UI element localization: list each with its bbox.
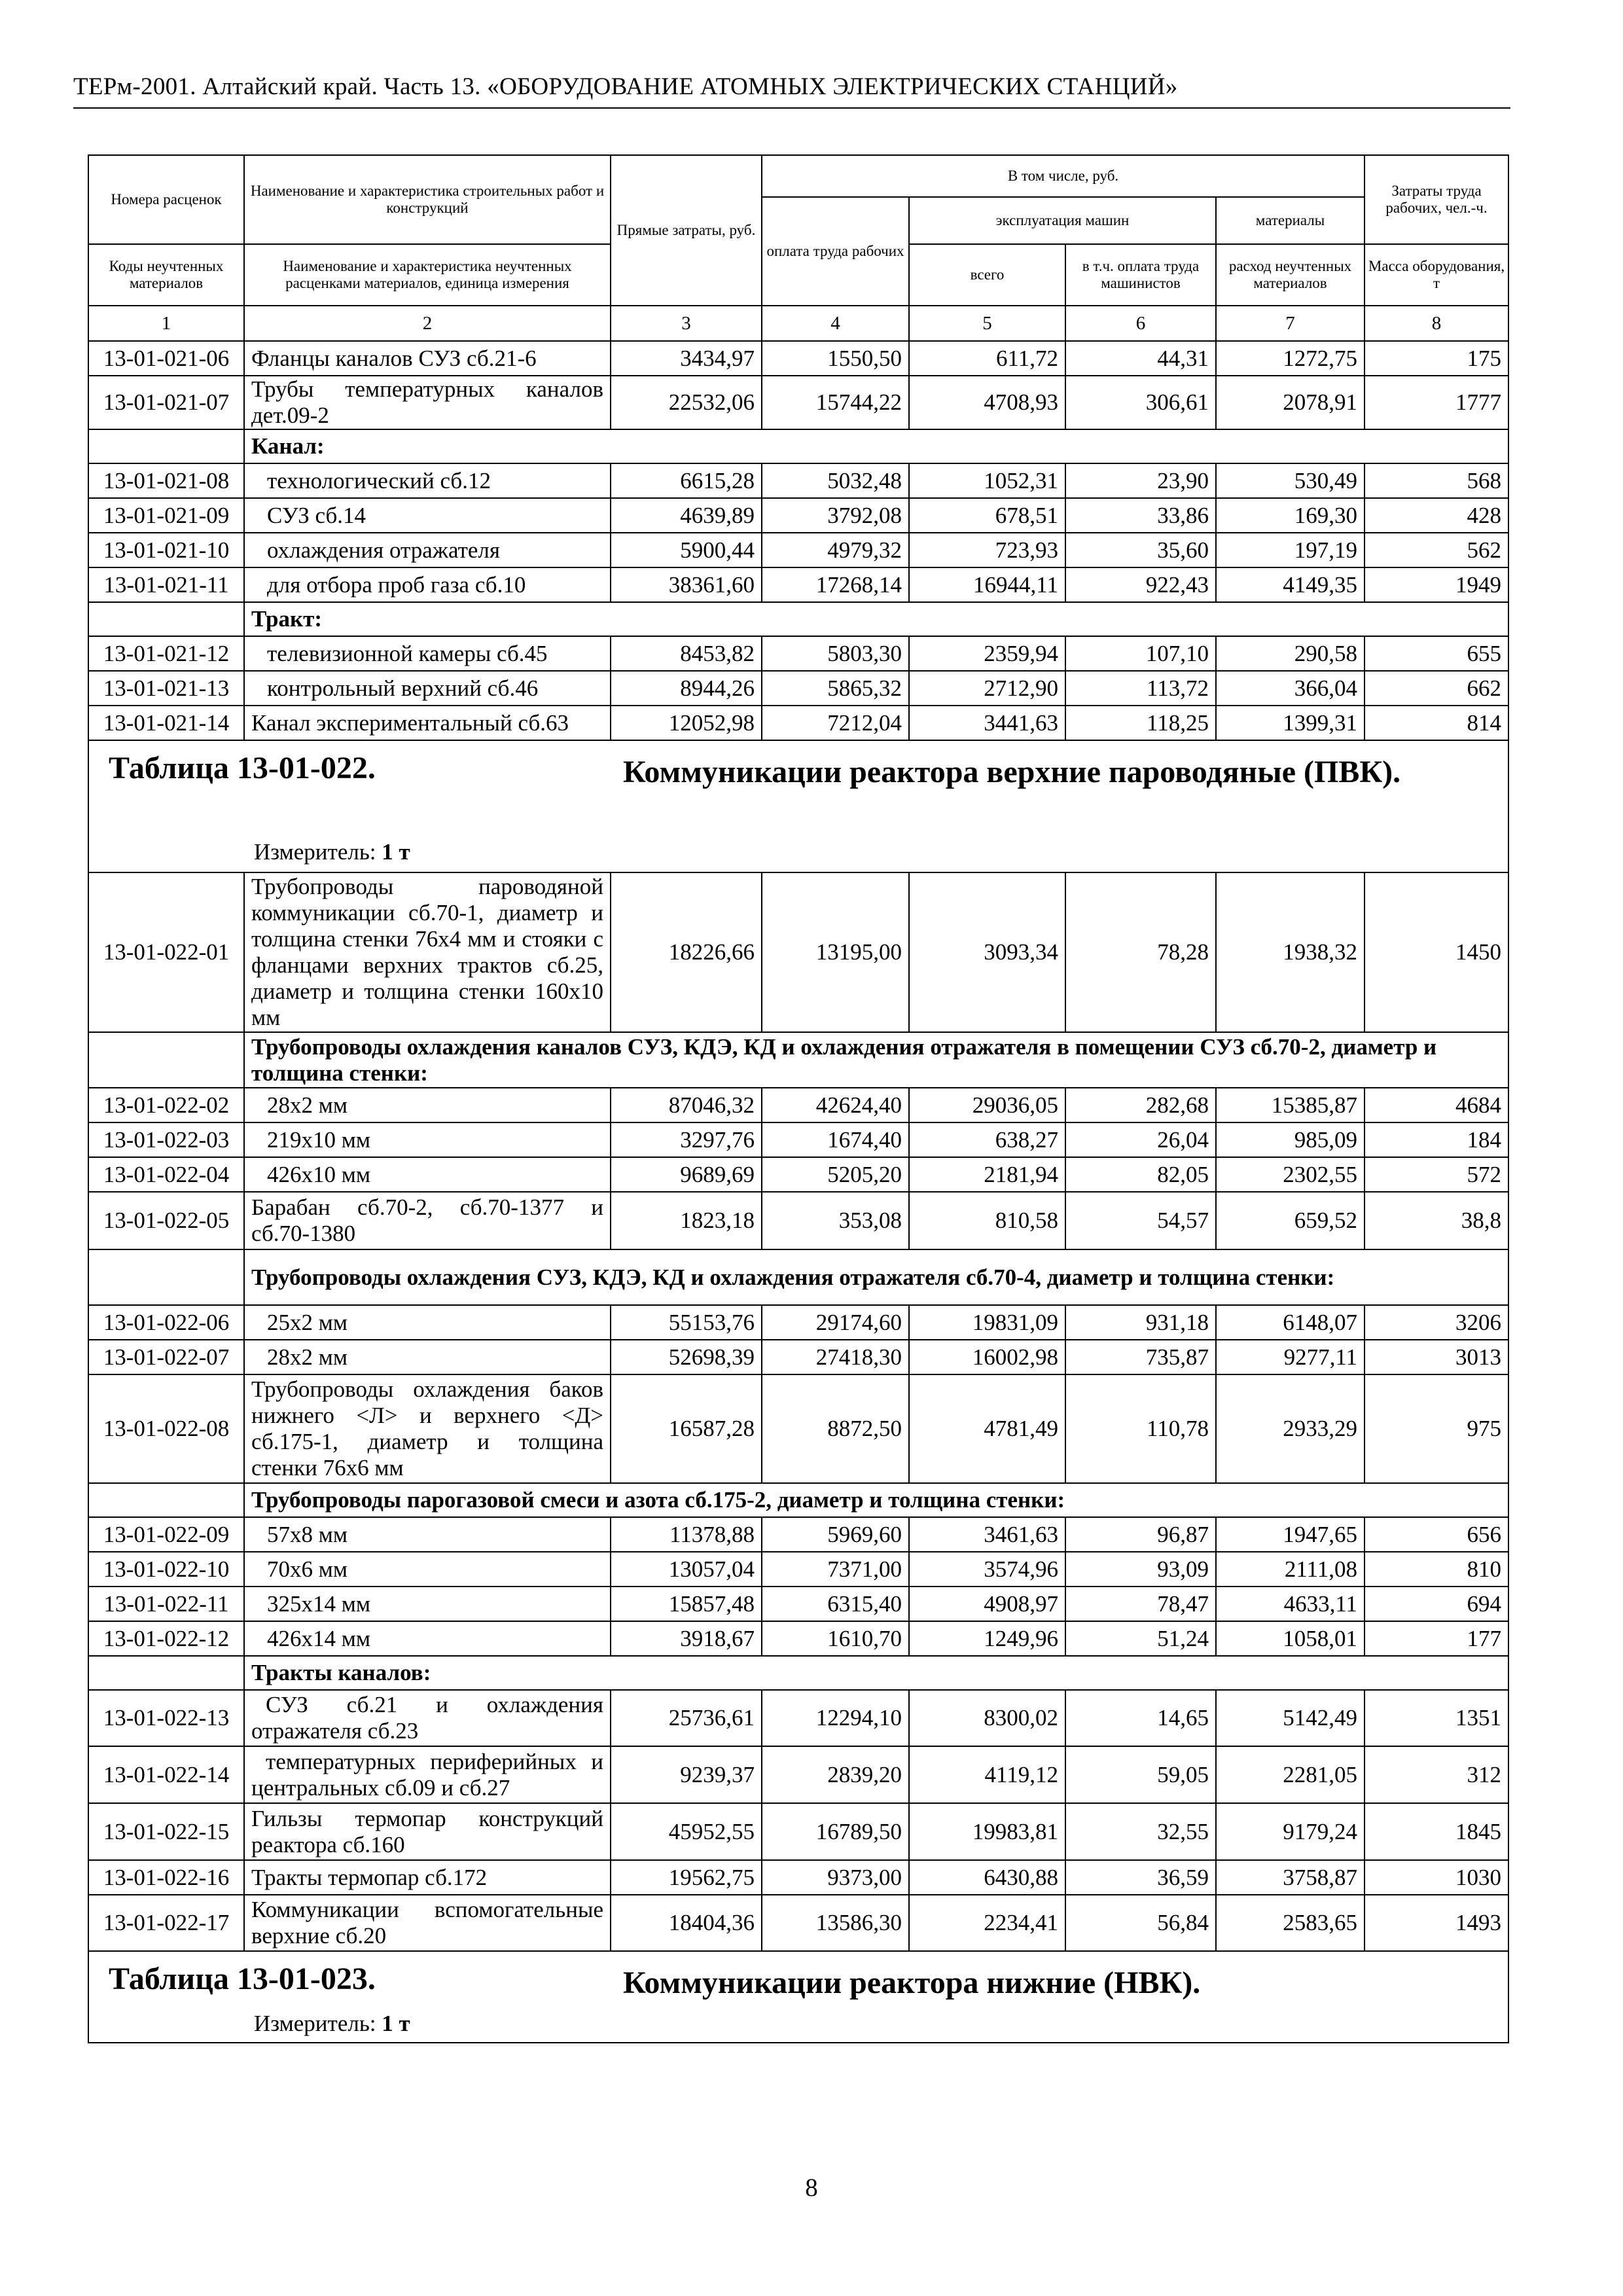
- work-name: СУЗ сб.14: [244, 498, 611, 533]
- machinist-pay: 282,68: [1065, 1088, 1216, 1122]
- materials: 3758,87: [1216, 1860, 1364, 1895]
- table-row: [88, 671, 1508, 706]
- labor-hours: 810: [1364, 1552, 1508, 1587]
- direct-costs: 25736,61: [611, 1690, 762, 1746]
- direct-costs: 52698,39: [611, 1340, 762, 1374]
- direct-costs: 8944,26: [611, 671, 762, 706]
- materials: 1272,75: [1216, 341, 1364, 376]
- machinist-pay: 922,43: [1065, 567, 1216, 602]
- machinist-pay: 735,87: [1065, 1340, 1216, 1374]
- machinist-pay: 96,87: [1065, 1517, 1216, 1552]
- unit-label: Измеритель:: [254, 839, 376, 865]
- labor-pay: 1610,70: [762, 1621, 909, 1656]
- work-name: Коммуникации вспомогательные верхние сб.20: [244, 1895, 611, 1951]
- machines-total: 638,27: [909, 1122, 1065, 1157]
- machines-total: 611,72: [909, 341, 1065, 376]
- work-name: 25х2 мм: [244, 1305, 611, 1340]
- labor-hours: 1493: [1364, 1895, 1508, 1951]
- rate-code: 13-01-022-16: [88, 1860, 244, 1895]
- work-name: 28х2 мм: [244, 1088, 611, 1122]
- machines-total: 8300,02: [909, 1690, 1065, 1746]
- machines-total: 6430,88: [909, 1860, 1065, 1895]
- rate-code: 13-01-022-12: [88, 1621, 244, 1656]
- labor-hours: 662: [1364, 671, 1508, 706]
- work-name: 219х10 мм: [244, 1122, 611, 1157]
- work-name: Трубы температурных каналов дет.09-2: [244, 376, 611, 429]
- work-name: 426х14 мм: [244, 1621, 611, 1656]
- labor-pay: 5032,48: [762, 463, 909, 498]
- materials: 290,58: [1216, 636, 1364, 671]
- labor-hours: 1777: [1364, 376, 1508, 429]
- table-row: [88, 1803, 1508, 1860]
- col-machines: эксплуатация машин: [909, 197, 1216, 244]
- table-row: [88, 567, 1508, 602]
- labor-pay: 5803,30: [762, 636, 909, 671]
- table-title-cell: [88, 740, 1508, 872]
- labor-pay: 27418,30: [762, 1340, 909, 1374]
- materials: 2583,65: [1216, 1895, 1364, 1951]
- table-row: [88, 1895, 1508, 1951]
- rate-code: 13-01-021-14: [88, 706, 244, 740]
- rate-code: 13-01-022-01: [88, 872, 244, 1032]
- empty-cell: [88, 1483, 244, 1517]
- rate-code: 13-01-022-10: [88, 1552, 244, 1587]
- col-code-top: Номера расценок: [88, 155, 244, 244]
- labor-hours: 1030: [1364, 1860, 1508, 1895]
- page-number: 8: [805, 2174, 818, 2202]
- labor-hours: 428: [1364, 498, 1508, 533]
- unit-of-measure: [254, 839, 410, 865]
- work-name: Тракты термопар сб.172: [244, 1860, 611, 1895]
- labor-pay: 15744,22: [762, 376, 909, 429]
- table-row: [88, 1340, 1508, 1374]
- labor-hours: 1351: [1364, 1690, 1508, 1746]
- table-row: [88, 706, 1508, 740]
- rate-code: 13-01-022-02: [88, 1088, 244, 1122]
- labor-hours: 175: [1364, 341, 1508, 376]
- machines-total: 2234,41: [909, 1895, 1065, 1951]
- work-name: Канал экспериментальный сб.63: [244, 706, 611, 740]
- labor-pay: 42624,40: [762, 1088, 909, 1122]
- machines-total: 29036,05: [909, 1088, 1065, 1122]
- group-row: [88, 1483, 1508, 1517]
- group-row: [88, 602, 1508, 636]
- machinist-pay: 26,04: [1065, 1122, 1216, 1157]
- rate-code: 13-01-021-10: [88, 533, 244, 567]
- direct-costs: 11378,88: [611, 1517, 762, 1552]
- labor-hours: 656: [1364, 1517, 1508, 1552]
- labor-pay: 29174,60: [762, 1305, 909, 1340]
- labor-pay: 2839,20: [762, 1746, 909, 1803]
- labor-hours: 3206: [1364, 1305, 1508, 1340]
- group-heading: Канал:: [244, 429, 1508, 463]
- machinist-pay: 23,90: [1065, 463, 1216, 498]
- labor-pay: 13195,00: [762, 872, 909, 1032]
- machines-total: 2359,94: [909, 636, 1065, 671]
- table-row: [88, 1860, 1508, 1895]
- labor-pay: 13586,30: [762, 1895, 909, 1951]
- machines-total: 4119,12: [909, 1746, 1065, 1803]
- col-materials-unaccounted: расход неучтенных материалов: [1216, 244, 1364, 306]
- table-row: [88, 1122, 1508, 1157]
- unit-label: Измеритель:: [254, 2011, 376, 2036]
- labor-hours: 568: [1364, 463, 1508, 498]
- direct-costs: 13057,04: [611, 1552, 762, 1587]
- labor-pay: 3792,08: [762, 498, 909, 533]
- rate-code: 13-01-021-12: [88, 636, 244, 671]
- rate-code: 13-01-021-11: [88, 567, 244, 602]
- materials: 2302,55: [1216, 1157, 1364, 1192]
- work-name: 70х6 мм: [244, 1552, 611, 1587]
- labor-hours: 1845: [1364, 1803, 1508, 1860]
- table-title-row: [88, 740, 1508, 872]
- rate-code: 13-01-021-07: [88, 376, 244, 429]
- machinist-pay: 32,55: [1065, 1803, 1216, 1860]
- table-name: Коммуникации реактора нижние (НВК).: [623, 1965, 1201, 2000]
- labor-hours: 177: [1364, 1621, 1508, 1656]
- table-number: Таблица 13-01-023.: [109, 1962, 376, 1996]
- table-row: [88, 1552, 1508, 1587]
- machinist-pay: 54,57: [1065, 1192, 1216, 1249]
- labor-pay: 6315,40: [762, 1587, 909, 1621]
- work-name: Фланцы каналов СУЗ сб.21-6: [244, 341, 611, 376]
- table-row: [88, 341, 1508, 376]
- machines-total: 3441,63: [909, 706, 1065, 740]
- table-row: [88, 1374, 1508, 1483]
- labor-hours: 312: [1364, 1746, 1508, 1803]
- machines-total: 678,51: [909, 498, 1065, 533]
- machines-total: 2181,94: [909, 1157, 1065, 1192]
- col-direct-costs: Прямые затраты, руб.: [611, 155, 762, 306]
- work-name: температурных периферийных и центральных сб.09 и сб.27: [244, 1746, 611, 1803]
- col-number: 6: [1065, 306, 1216, 341]
- col-labor-pay: оплата труда рабочих: [762, 197, 909, 306]
- machinist-pay: 110,78: [1065, 1374, 1216, 1483]
- materials: 1947,65: [1216, 1517, 1364, 1552]
- col-including: В том числе, руб.: [762, 155, 1364, 197]
- direct-costs: 9239,37: [611, 1746, 762, 1803]
- materials: 985,09: [1216, 1122, 1364, 1157]
- machinist-pay: 306,61: [1065, 376, 1216, 429]
- machinist-pay: 82,05: [1065, 1157, 1216, 1192]
- table-row: [88, 1088, 1508, 1122]
- machines-total: 2712,90: [909, 671, 1065, 706]
- direct-costs: 45952,55: [611, 1803, 762, 1860]
- rate-code: 13-01-022-07: [88, 1340, 244, 1374]
- machinist-pay: 931,18: [1065, 1305, 1216, 1340]
- empty-cell: [88, 1032, 244, 1088]
- materials: 9277,11: [1216, 1340, 1364, 1374]
- materials: 2933,29: [1216, 1374, 1364, 1483]
- machines-total: 4708,93: [909, 376, 1065, 429]
- group-heading: Тракт:: [244, 602, 1508, 636]
- unit-value: 1 т: [382, 839, 410, 865]
- col-number: 2: [244, 306, 611, 341]
- machines-total: 723,93: [909, 533, 1065, 567]
- labor-hours: 655: [1364, 636, 1508, 671]
- direct-costs: 15857,48: [611, 1587, 762, 1621]
- col-materials: материалы: [1216, 197, 1364, 244]
- rate-code: 13-01-022-06: [88, 1305, 244, 1340]
- labor-pay: 5865,32: [762, 671, 909, 706]
- machinist-pay: 78,47: [1065, 1587, 1216, 1621]
- machines-total: 16944,11: [909, 567, 1065, 602]
- rate-code: 13-01-022-09: [88, 1517, 244, 1552]
- col-number: 4: [762, 306, 909, 341]
- rate-code: 13-01-022-03: [88, 1122, 244, 1157]
- empty-cell: [88, 1249, 244, 1305]
- table-row: [88, 376, 1508, 429]
- rate-code: 13-01-022-17: [88, 1895, 244, 1951]
- machines-total: 19831,09: [909, 1305, 1065, 1340]
- work-name: 325х14 мм: [244, 1587, 611, 1621]
- table-name: Коммуникации реактора верхние пароводяные (ПВК).: [623, 755, 1401, 789]
- labor-pay: 9373,00: [762, 1860, 909, 1895]
- col-equipment-mass: Масса оборудования, т: [1364, 244, 1508, 306]
- materials: 366,04: [1216, 671, 1364, 706]
- table-row: [88, 463, 1508, 498]
- col-number: 5: [909, 306, 1065, 341]
- unit-of-measure: [254, 2011, 410, 2037]
- machines-total: 3574,96: [909, 1552, 1065, 1587]
- direct-costs: 18404,36: [611, 1895, 762, 1951]
- direct-costs: 18226,66: [611, 872, 762, 1032]
- direct-costs: 9689,69: [611, 1157, 762, 1192]
- machines-total: 1249,96: [909, 1621, 1065, 1656]
- labor-hours: 572: [1364, 1157, 1508, 1192]
- machinist-pay: 35,60: [1065, 533, 1216, 567]
- materials: 2078,91: [1216, 376, 1364, 429]
- direct-costs: 87046,32: [611, 1088, 762, 1122]
- empty-cell: [88, 602, 244, 636]
- direct-costs: 3434,97: [611, 341, 762, 376]
- group-heading: Трубопроводы охлаждения каналов СУЗ, КДЭ, КД и охлаждения отражателя в помещении СУЗ сб.70-2, диаметр и толщина стенки:: [244, 1032, 1508, 1088]
- labor-pay: 16789,50: [762, 1803, 909, 1860]
- machines-total: 810,58: [909, 1192, 1065, 1249]
- direct-costs: 16587,28: [611, 1374, 762, 1483]
- labor-hours: 975: [1364, 1374, 1508, 1483]
- rate-code: 13-01-022-15: [88, 1803, 244, 1860]
- machinist-pay: 56,84: [1065, 1895, 1216, 1951]
- col-machinist-pay: в т.ч. оплата труда машинистов: [1065, 244, 1216, 306]
- machinist-pay: 107,10: [1065, 636, 1216, 671]
- direct-costs: 22532,06: [611, 376, 762, 429]
- machines-total: 16002,98: [909, 1340, 1065, 1374]
- group-row: [88, 429, 1508, 463]
- direct-costs: 1823,18: [611, 1192, 762, 1249]
- machinist-pay: 118,25: [1065, 706, 1216, 740]
- group-heading: Трубопроводы парогазовой смеси и азота сб.175-2, диаметр и толщина стенки:: [244, 1483, 1508, 1517]
- machines-total: 4908,97: [909, 1587, 1065, 1621]
- labor-pay: 8872,50: [762, 1374, 909, 1483]
- labor-pay: 12294,10: [762, 1690, 909, 1746]
- direct-costs: 12052,98: [611, 706, 762, 740]
- col-name-top: Наименование и характеристика строительных работ и конструкций: [244, 155, 611, 244]
- labor-hours: 814: [1364, 706, 1508, 740]
- labor-pay: 17268,14: [762, 567, 909, 602]
- materials: 6148,07: [1216, 1305, 1364, 1340]
- col-name-bottom: Наименование и характеристика неучтенных расценками материалов, единица измерения: [244, 244, 611, 306]
- machinist-pay: 44,31: [1065, 341, 1216, 376]
- materials: 2281,05: [1216, 1746, 1364, 1803]
- col-code-bottom: Коды неучтенных материалов: [88, 244, 244, 306]
- labor-hours: 4684: [1364, 1088, 1508, 1122]
- work-name: телевизионной камеры сб.45: [244, 636, 611, 671]
- empty-cell: [88, 1656, 244, 1690]
- work-name: для отбора проб газа сб.10: [244, 567, 611, 602]
- rate-code: 13-01-022-14: [88, 1746, 244, 1803]
- col-number: 3: [611, 306, 762, 341]
- labor-pay: 1550,50: [762, 341, 909, 376]
- table-row: [88, 533, 1508, 567]
- col-labor-hours: Затраты труда рабочих, чел.-ч.: [1364, 155, 1508, 244]
- direct-costs: 8453,82: [611, 636, 762, 671]
- labor-hours: 562: [1364, 533, 1508, 567]
- materials: 2111,08: [1216, 1552, 1364, 1587]
- labor-hours: 694: [1364, 1587, 1508, 1621]
- materials: 4149,35: [1216, 567, 1364, 602]
- running-header: ТЕРм-2001. Алтайский край. Часть 13. «ОБОРУДОВАНИЕ АТОМНЫХ ЭЛЕКТРИЧЕСКИХ СТАНЦИЙ»: [73, 71, 1510, 109]
- labor-pay: 353,08: [762, 1192, 909, 1249]
- machinist-pay: 78,28: [1065, 872, 1216, 1032]
- table-row: [88, 1517, 1508, 1552]
- empty-cell: [88, 429, 244, 463]
- work-name: 57х8 мм: [244, 1517, 611, 1552]
- unit-value: 1 т: [382, 2011, 410, 2036]
- direct-costs: 3297,76: [611, 1122, 762, 1157]
- table-title-cell: [88, 1951, 1508, 2043]
- machinist-pay: 51,24: [1065, 1621, 1216, 1656]
- machinist-pay: 14,65: [1065, 1690, 1216, 1746]
- materials: 1058,01: [1216, 1621, 1364, 1656]
- labor-hours: 38,8: [1364, 1192, 1508, 1249]
- table-row: [88, 1746, 1508, 1803]
- table-row: [88, 498, 1508, 533]
- machines-total: 4781,49: [909, 1374, 1065, 1483]
- machines-total: 3093,34: [909, 872, 1065, 1032]
- work-name: Гильзы термопар конструкций реактора сб.160: [244, 1803, 611, 1860]
- col-number: 7: [1216, 306, 1364, 341]
- work-name: СУЗ сб.21 и охлаждения отражателя сб.23: [244, 1690, 611, 1746]
- group-heading: Тракты каналов:: [244, 1656, 1508, 1690]
- materials: 5142,49: [1216, 1690, 1364, 1746]
- col-number: 1: [88, 306, 244, 341]
- work-name: Барабан сб.70-2, сб.70-1377 и сб.70-1380: [244, 1192, 611, 1249]
- work-name: Трубопроводы охлаждения баков нижнего <Л> и верхнего <Д> сб.175-1, диаметр и толщина стенки 76х6 мм: [244, 1374, 611, 1483]
- machinist-pay: 93,09: [1065, 1552, 1216, 1587]
- materials: 659,52: [1216, 1192, 1364, 1249]
- labor-hours: 3013: [1364, 1340, 1508, 1374]
- machinist-pay: 113,72: [1065, 671, 1216, 706]
- rate-code: 13-01-021-06: [88, 341, 244, 376]
- work-name: контрольный верхний сб.46: [244, 671, 611, 706]
- work-name: 28х2 мм: [244, 1340, 611, 1374]
- direct-costs: 38361,60: [611, 567, 762, 602]
- group-heading: Трубопроводы охлаждения СУЗ, КДЭ, КД и охлаждения отражателя сб.70-4, диаметр и толщина стенки:: [244, 1249, 1508, 1305]
- materials: 197,19: [1216, 533, 1364, 567]
- materials: 4633,11: [1216, 1587, 1364, 1621]
- labor-pay: 7371,00: [762, 1552, 909, 1587]
- table-row: [88, 1621, 1508, 1656]
- machinist-pay: 59,05: [1065, 1746, 1216, 1803]
- group-row: [88, 1249, 1508, 1305]
- rate-code: 13-01-022-11: [88, 1587, 244, 1621]
- col-machines-total: всего: [909, 244, 1065, 306]
- machines-total: 19983,81: [909, 1803, 1065, 1860]
- work-name: Трубопроводы пароводяной коммуникации сб.70-1, диаметр и толщина стенки 76х4 мм и стояки с фланцами верхних трактов сб.25, диаметр и толщина стенки 160х10 мм: [244, 872, 611, 1032]
- materials: 169,30: [1216, 498, 1364, 533]
- rate-code: 13-01-021-08: [88, 463, 244, 498]
- materials: 15385,87: [1216, 1088, 1364, 1122]
- materials: 1938,32: [1216, 872, 1364, 1032]
- rate-code: 13-01-021-13: [88, 671, 244, 706]
- labor-pay: 5205,20: [762, 1157, 909, 1192]
- group-row: [88, 1656, 1508, 1690]
- materials: 9179,24: [1216, 1803, 1364, 1860]
- work-name: охлаждения отражателя: [244, 533, 611, 567]
- table-row: [88, 1690, 1508, 1746]
- machines-total: 3461,63: [909, 1517, 1065, 1552]
- materials: 1399,31: [1216, 706, 1364, 740]
- labor-hours: 184: [1364, 1122, 1508, 1157]
- table-row: [88, 1587, 1508, 1621]
- rate-code: 13-01-021-09: [88, 498, 244, 533]
- rate-code: 13-01-022-08: [88, 1374, 244, 1483]
- col-number: 8: [1364, 306, 1508, 341]
- rate-code: 13-01-022-04: [88, 1157, 244, 1192]
- table-row: [88, 1305, 1508, 1340]
- work-name: 426х10 мм: [244, 1157, 611, 1192]
- labor-hours: 1450: [1364, 872, 1508, 1032]
- table-row: [88, 636, 1508, 671]
- table-row: [88, 1192, 1508, 1249]
- work-name: технологический сб.12: [244, 463, 611, 498]
- table-row: [88, 872, 1508, 1032]
- direct-costs: 4639,89: [611, 498, 762, 533]
- direct-costs: 3918,67: [611, 1621, 762, 1656]
- labor-hours: 1949: [1364, 567, 1508, 602]
- direct-costs: 6615,28: [611, 463, 762, 498]
- labor-pay: 5969,60: [762, 1517, 909, 1552]
- group-row: [88, 1032, 1508, 1088]
- table-number: Таблица 13-01-022.: [109, 751, 376, 785]
- rate-code: 13-01-022-05: [88, 1192, 244, 1249]
- labor-pay: 7212,04: [762, 706, 909, 740]
- direct-costs: 5900,44: [611, 533, 762, 567]
- machinist-pay: 33,86: [1065, 498, 1216, 533]
- table-title-row: [88, 1951, 1508, 2043]
- labor-pay: 4979,32: [762, 533, 909, 567]
- rate-code: 13-01-022-13: [88, 1690, 244, 1746]
- price-table: [88, 154, 1509, 2043]
- machines-total: 1052,31: [909, 463, 1065, 498]
- direct-costs: 55153,76: [611, 1305, 762, 1340]
- materials: 530,49: [1216, 463, 1364, 498]
- machinist-pay: 36,59: [1065, 1860, 1216, 1895]
- direct-costs: 19562,75: [611, 1860, 762, 1895]
- table-row: [88, 1157, 1508, 1192]
- labor-pay: 1674,40: [762, 1122, 909, 1157]
